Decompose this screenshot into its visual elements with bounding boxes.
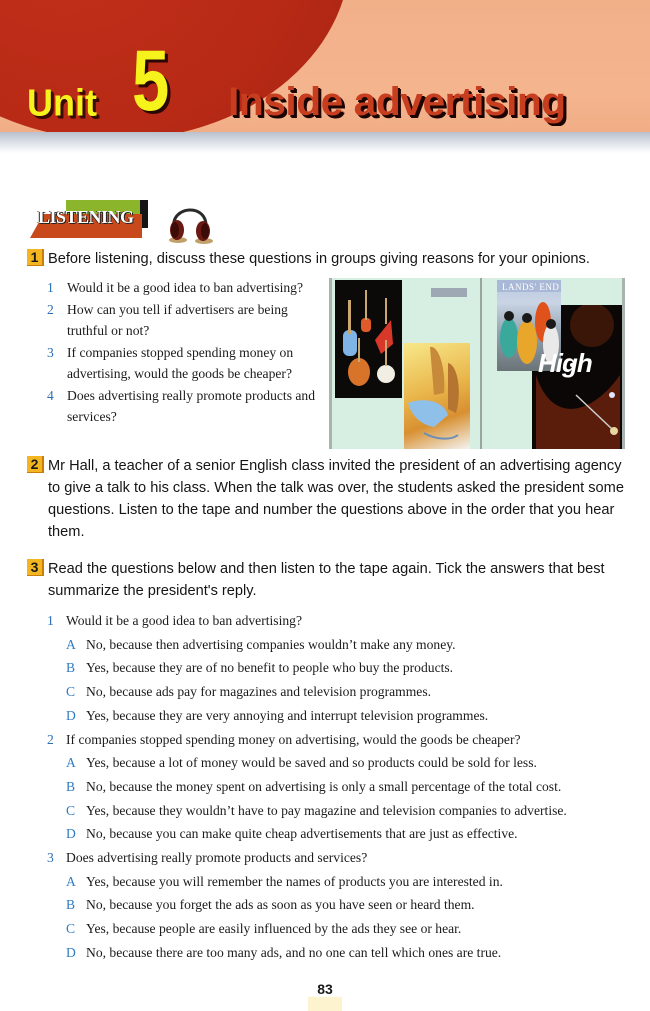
option-letter: B [66,660,76,676]
question-number: 3 [47,850,54,866]
lands-end-text: LANDS' END [502,282,560,292]
unit-number: 5 [132,33,170,129]
headphones-icon [164,198,216,246]
unit-title: Inside advertising [228,80,566,124]
option-text: No, because the money spent on advertising is only a small percentage of the total cost. [86,778,562,794]
exercise-2 [27,455,627,543]
question-text: If companies stopped spending money on advertising, would the goods be cheaper? [66,731,521,747]
mc-question [47,728,637,752]
option-text: Yes, because they are of no benefit to people who buy the products. [86,660,454,676]
question-number: 1 [47,613,54,628]
multiple-choice-questions [47,609,637,965]
option-text: Yes, because they are very annoying and interrupt television programmes. [86,707,489,723]
option-text: No, because there are too many ads, and no one can tell which ones are true. [86,944,502,960]
shoe-ad [404,343,470,449]
answer-option[interactable] [66,893,637,917]
option-text: No, because you can make quite cheap advertisements that are just as effective. [86,826,518,842]
question-item [47,299,317,342]
question-number: 3 [47,344,54,360]
shoe-illustration [404,343,470,449]
option-letter: C [66,921,76,937]
mc-question [47,609,637,633]
option-text: Yes, because people are easily influenced by the ads they see or hear. [86,921,462,937]
exercise-number-badge: 1 [27,249,44,266]
option-letter: D [66,707,76,723]
option-text: No, because then advertising companies wouldn’t make any money. [86,636,456,652]
answer-option[interactable] [66,751,637,775]
question-item [47,342,317,385]
question-text: Would it be a good idea to ban advertising? [67,280,303,295]
answer-option[interactable] [66,633,637,657]
question-item [47,385,317,428]
exercise-number-badge: 3 [27,559,44,576]
unit-label: Unit [27,80,97,124]
answer-option[interactable] [66,799,637,823]
answer-option[interactable] [66,917,637,941]
answer-option[interactable] [66,870,637,894]
question-number: 4 [47,387,54,403]
question-text: Would it be a good idea to ban advertising? [66,613,302,628]
answer-options [47,870,637,965]
option-letter: B [66,897,76,913]
exercise-1 [27,248,627,270]
answer-option[interactable] [66,775,637,799]
question-text: If companies stopped spending money on advertising, would the goods be cheaper? [67,344,294,381]
option-letter: B [66,778,76,794]
option-letter: A [66,636,76,652]
exercise-number-badge: 2 [27,456,44,473]
option-text: No, because ads pay for magazines and television programmes. [86,684,432,700]
option-text: Yes, because they wouldn’t have to pay magazine and television companies to advertise. [86,802,567,818]
exercise-instruction: Before listening, discuss these questions in groups giving reasons for your opinions. [48,251,590,267]
question-number: 1 [47,280,54,295]
question-number: 2 [47,731,54,747]
answer-options [47,633,637,728]
question-text: How can you tell if advertisers are being truthful or not? [67,301,288,338]
answer-options [47,751,637,846]
answer-option[interactable] [66,656,637,680]
option-text: Yes, because you will remember the names of products you are interested in. [86,873,503,889]
guitars-illustration [335,280,402,398]
option-letter: D [66,826,76,842]
section-label: LISTENING [38,207,134,227]
banner-shadow [0,132,650,154]
question-item [47,277,317,299]
answer-option[interactable] [66,704,637,728]
mc-question [47,846,637,870]
option-text: Yes, because a lot of money would be saved and so products could be sold for less. [86,755,537,771]
option-letter: C [66,684,76,700]
question-text: Does advertising really promote products and services? [67,387,316,424]
unit-banner [0,0,650,132]
option-text: No, because you forget the ads as soon as you have seen or heard them. [86,897,475,913]
exercise-3 [27,558,627,602]
discussion-questions [47,277,317,428]
option-letter: A [66,873,76,889]
gray-caption-bar [431,288,467,297]
option-letter: A [66,755,76,771]
answer-option[interactable] [66,680,637,704]
answer-option[interactable] [66,941,637,965]
option-letter: D [66,944,76,960]
listening-section-badge [30,200,150,238]
advertisement-collage-image [329,278,625,449]
page-spread-divider [480,278,482,449]
page-number: 83 [308,979,342,1011]
guitar-ad [335,280,402,398]
high-ad-text: High [538,348,592,378]
answer-option[interactable] [66,822,637,846]
exercise-instruction: Read the questions below and then listen to the tape again. Tick the answers that best summarize the president's reply. [48,561,605,599]
question-text: Does advertising really promote products and services? [66,850,368,866]
option-letter: C [66,802,76,818]
exercise-instruction: Mr Hall, a teacher of a senior English class invited the president of an advertising agency to give a talk to his class. When the talk was over, the students asked the president some questions. Listen to the tape and number the questions above in the order that you hear them. [48,458,624,540]
question-number: 2 [47,301,54,317]
